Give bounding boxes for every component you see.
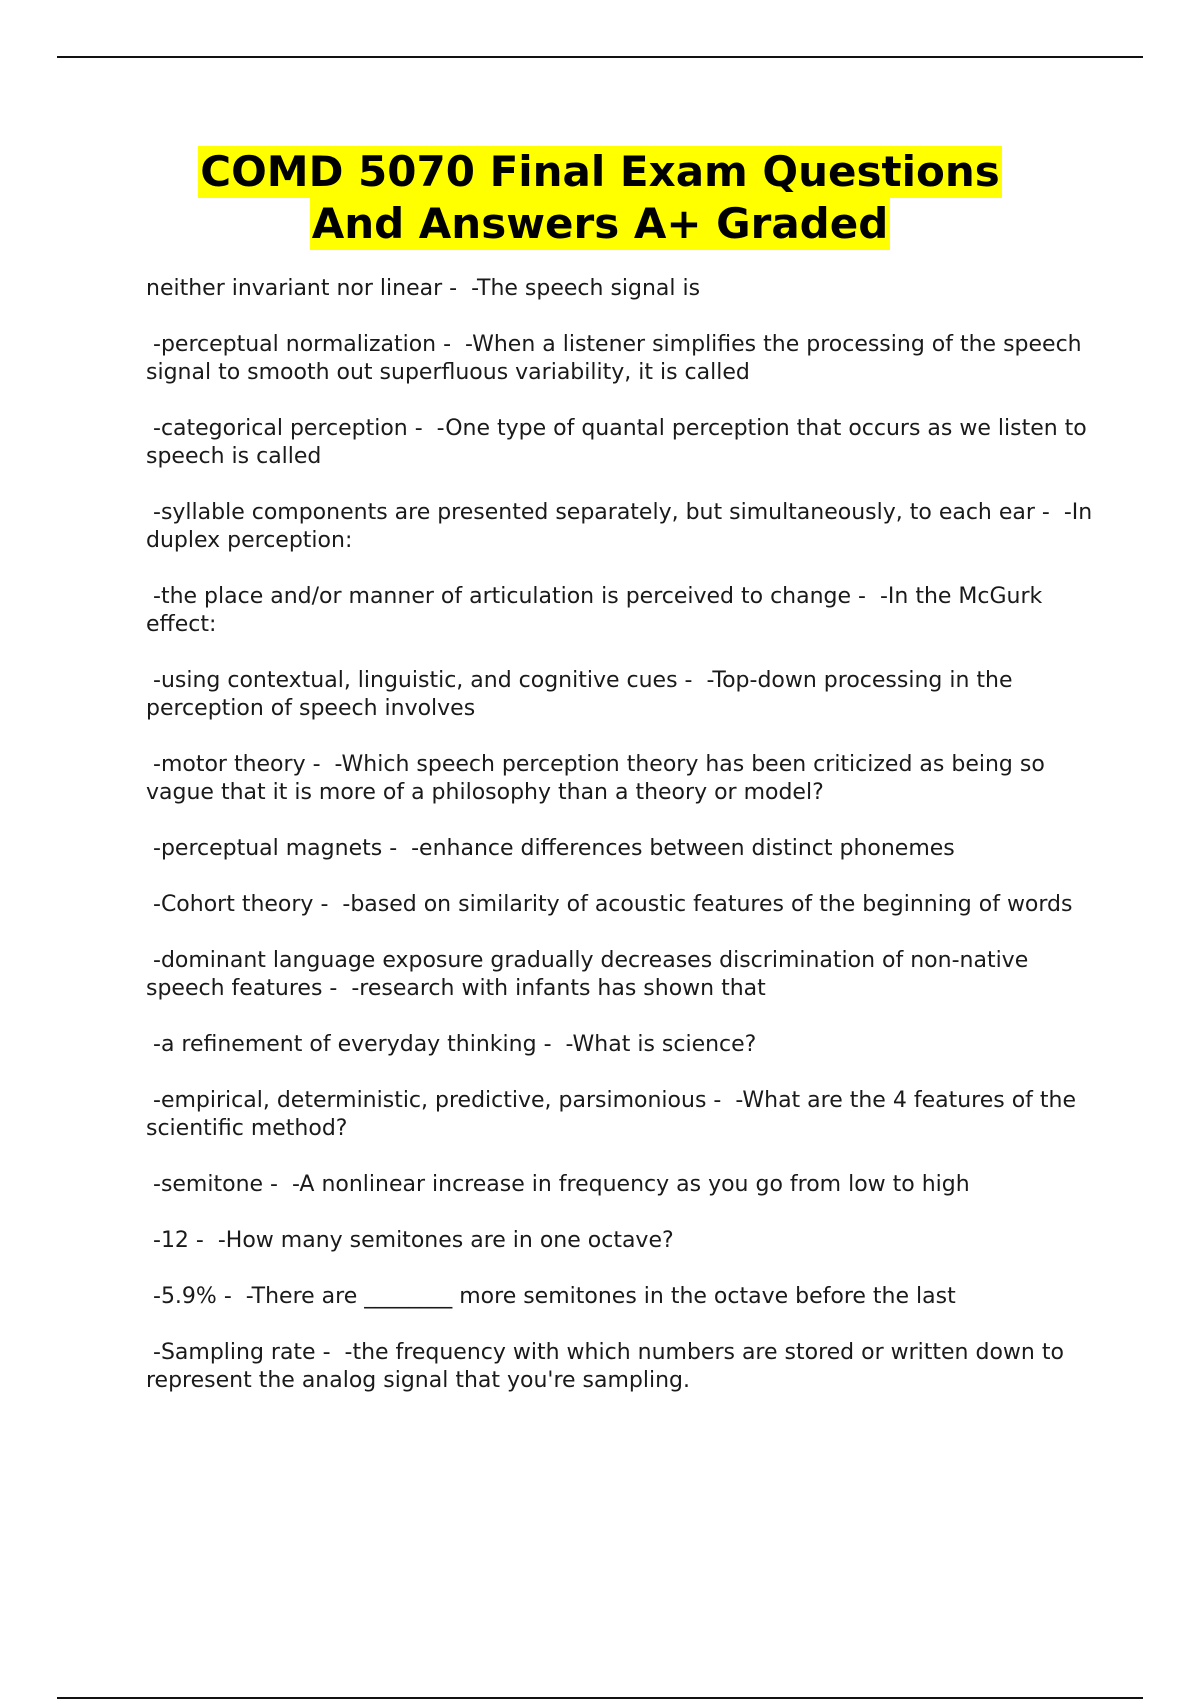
qa-entry: neither invariant nor linear - -The speech signal is xyxy=(146,276,701,301)
qa-entry: -Sampling rate - -the frequency with which numbers are stored or written down to represent the analog signal that you're sampling. xyxy=(146,1340,1071,1393)
qa-entry: -12 - -How many semitones are in one octave? xyxy=(146,1228,674,1253)
qa-entry: -perceptual magnets - -enhance differences between distinct phonemes xyxy=(146,836,955,861)
qa-entry: -a refinement of everyday thinking - -What is science? xyxy=(146,1032,757,1057)
document-title xyxy=(0,146,1200,250)
top-rule xyxy=(57,56,1143,58)
qa-entry: -perceptual normalization - -When a listener simplifies the processing of the speech signal to smooth out superfluous variability, it is called xyxy=(146,332,1089,385)
qa-entry: -5.9% - -There are ________ more semitones in the octave before the last xyxy=(146,1284,956,1309)
qa-entry: -the place and/or manner of articulation is perceived to change - -In the McGurk effect: xyxy=(146,584,1050,637)
qa-entry: -Cohort theory - -based on similarity of acoustic features of the beginning of words xyxy=(146,892,1073,917)
qa-entry: -dominant language exposure gradually decreases discrimination of non-native speech features - -research with infants has shown that xyxy=(146,948,1036,1001)
qa-list xyxy=(146,275,1100,1423)
bottom-rule xyxy=(57,1697,1143,1699)
qa-entry: -categorical perception - -One type of quantal perception that occurs as we listen to speech is called xyxy=(146,416,1094,469)
qa-entry: -syllable components are presented separately, but simultaneously, to each ear - -In duplex perception: xyxy=(146,500,1100,553)
qa-entry: -empirical, deterministic, predictive, parsimonious - -What are the 4 features of the scientific method? xyxy=(146,1088,1084,1141)
qa-entry: -motor theory - -Which speech perception theory has been criticized as being so vague that it is more of a philosophy than a theory or model? xyxy=(146,752,1052,805)
title-line-2: And Answers A+ Graded xyxy=(311,199,889,248)
title-line-1: COMD 5070 Final Exam Questions xyxy=(200,147,1000,196)
qa-entry: -semitone - -A nonlinear increase in frequency as you go from low to high xyxy=(146,1172,970,1197)
qa-entry: -using contextual, linguistic, and cognitive cues - -Top-down processing in the perception of speech involves xyxy=(146,668,1020,721)
